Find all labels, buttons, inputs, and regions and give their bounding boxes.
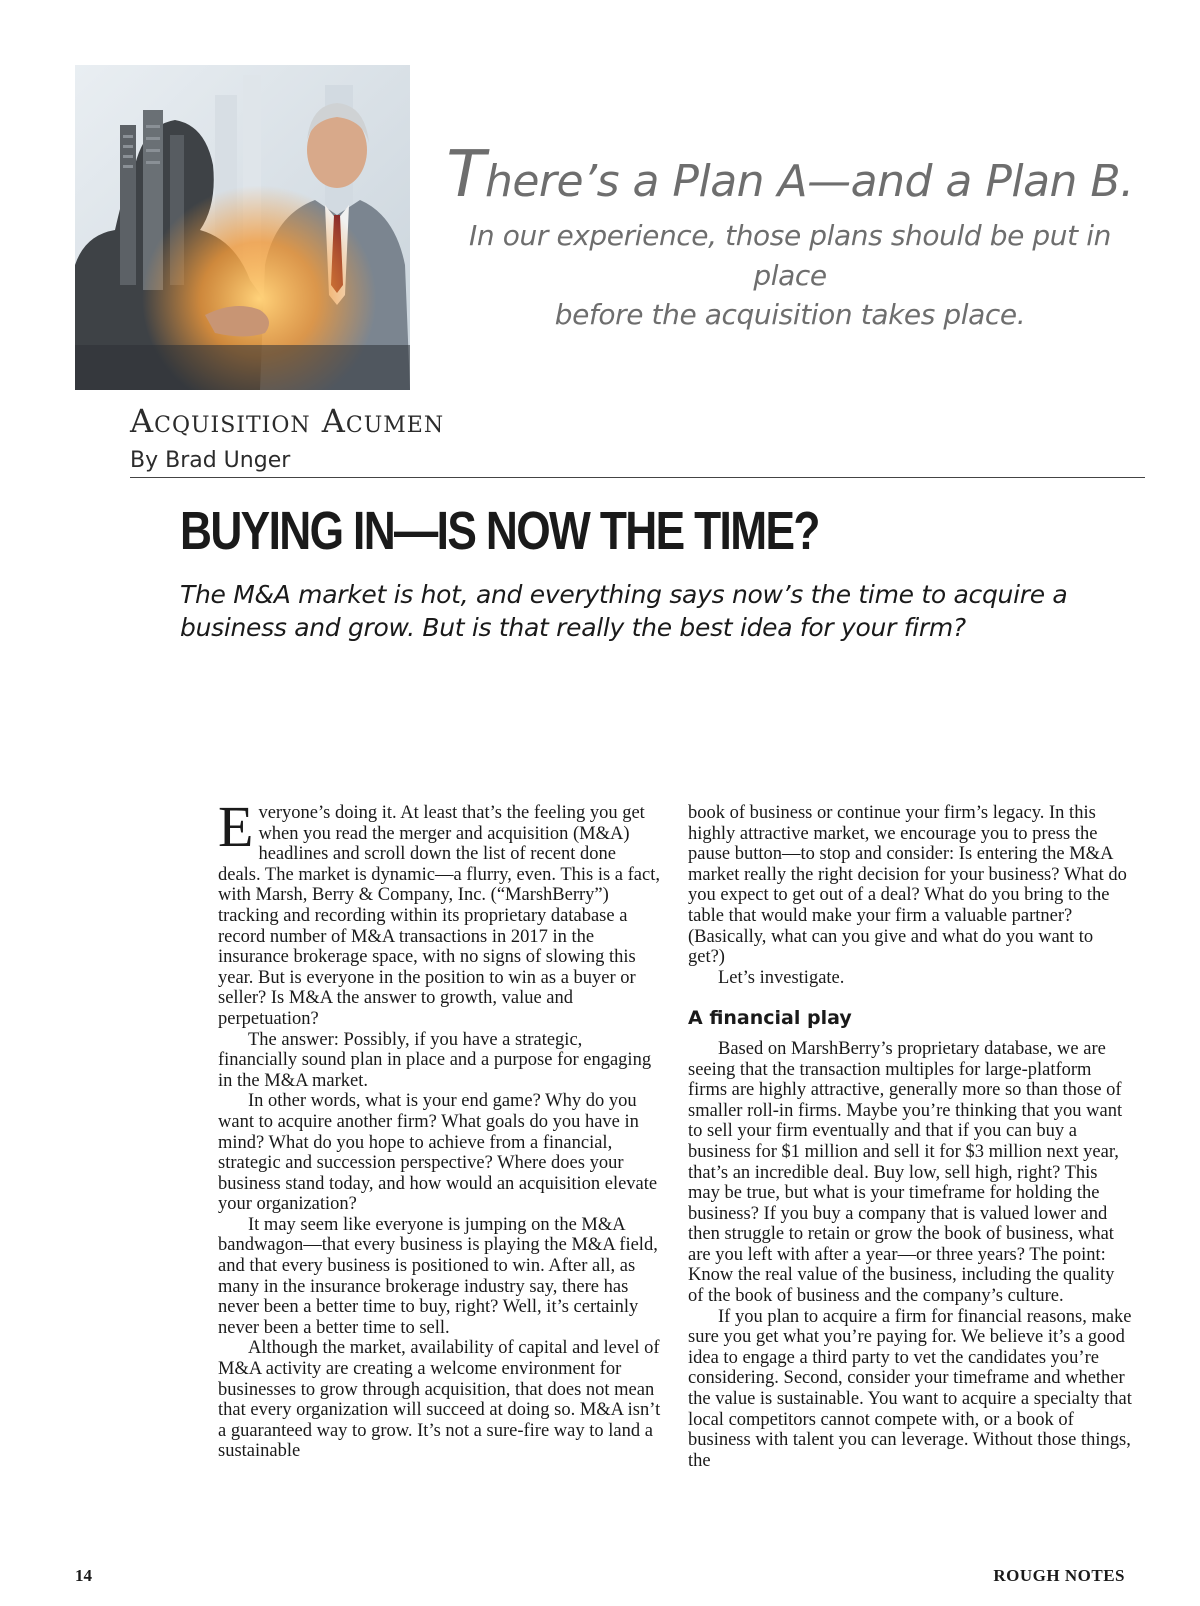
- department-title: Acquisition Acumen: [130, 402, 445, 440]
- article-paragraph: book of business or continue your firm’s legacy. In this highly attractive market, we encourage you to press the pause button—to stop and consider: Is entering the M&A market really the right decision for your business? What do you expect to get out of a deal? What do you bring to the table that would make your firm a valuable partner? (Basically, what can you give and what do you want to get?): [688, 803, 1127, 968]
- pull-quote-body: [430, 216, 1150, 334]
- pull-quote: [430, 140, 1150, 334]
- article-column-left: [218, 794, 663, 1462]
- pull-quote-line-2: before the acquisition takes place.: [554, 297, 1026, 331]
- article-paragraph: It may seem like everyone is jumping on the M&A bandwagon—that every business is playing the M&A field, and that every business is positioned to win. After all, as many in the insurance brokerage industry say, there has never been a better time to buy, right? Well, it’s certainly never been a better time to sell.: [218, 1214, 658, 1338]
- pull-quote-line-1: In our experience, those plans should be put in place: [469, 219, 1111, 292]
- pull-quote-headline: [430, 140, 1150, 210]
- article-paragraph: Although the market, availability of capital and level of M&A activity are creating a welcome environment for businesses to grow through acquisition, that does not mean that every organization will succeed at doing so. M&A isn’t a guaranteed way to grow. It’s not a sure-fire way to land a sustainable: [218, 1338, 661, 1462]
- article-headline: BUYING IN—IS NOW THE TIME?: [180, 501, 819, 561]
- drop-cap: E: [218, 794, 254, 859]
- article-paragraph: In other words, what is your end game? Why do you want to acquire another firm? What goals do you have in mind? What do you hope to achieve from a financial, strategic and succession perspective? Where does your business stand today, and how would an acquisition elevate your organization?: [218, 1091, 658, 1215]
- paragraph-text: veryone’s doing it. At least that’s the feeling you get when you read the merger and acquisition (M&A) headlines and scroll down the list of recent done deals. The market is dynamic—a flurry, even. This is a fact, with Marsh, Berry & Company, Inc. (“MarshBerry”) tracking and recording within its proprietary database a record number of M&A transactions in 2017 in the insurance brokerage space, with no signs of slowing this year. But is everyone in the position to win as a buyer or seller? Is M&A the answer to growth, value and perpetuation?: [218, 803, 660, 1029]
- pull-quote-headline-text: here’s a Plan A—and a Plan B.: [484, 156, 1134, 207]
- page-number: 14: [75, 1566, 92, 1585]
- handshake-photo: [75, 65, 410, 390]
- byline: By Brad Unger: [130, 448, 291, 473]
- article-paragraph: Based on MarshBerry’s proprietary database, we are seeing that the transaction multiples for large-platform firms are highly attractive, generally more so than those of smaller roll-in firms. Maybe you’re thinking that you want to sell your firm eventually and that if you can buy a business for $1 million and sell it for $3 million next year, that’s an incredible deal. Buy low, sell high, right? This may be true, but what is your timeframe for holding the business? If you buy a company that is valued lower and then struggle to retain or grow the book of business, what are you left with after a year—or three years? The point: Know the real value of the business, including the quality of the book of business and the company’s culture.: [688, 1038, 1123, 1307]
- article-subhead: A financial play: [688, 1007, 852, 1030]
- article-paragraph: [218, 794, 663, 1030]
- article-deck: The M&A market is hot, and everything says now’s the time to acquire a business and grow. But is that really the best idea for your firm?: [180, 580, 1068, 642]
- article-paragraph: Let’s investigate.: [718, 967, 845, 988]
- magazine-name: ROUGH NOTES: [993, 1566, 1125, 1585]
- section-rule: [130, 477, 1145, 478]
- handshake-photo-graphic: [75, 65, 410, 390]
- article-paragraph: The answer: Possibly, if you have a strategic, financially sound plan in place and a purpose for engaging in the M&A market.: [218, 1029, 652, 1091]
- pull-quote-initial: T: [446, 138, 485, 212]
- article-column-right: [688, 803, 1133, 1471]
- article-paragraph: If you plan to acquire a firm for financial reasons, make sure you get what you’re paying for. We believe it’s a good idea to engage a third party to vet the candidates you’re considering. Second, consider your timeframe and whether the value is sustainable. You want to acquire a specialty that local competitors cannot compete with, or a book of business with talent you can leverage. Without those things, the: [688, 1306, 1132, 1471]
